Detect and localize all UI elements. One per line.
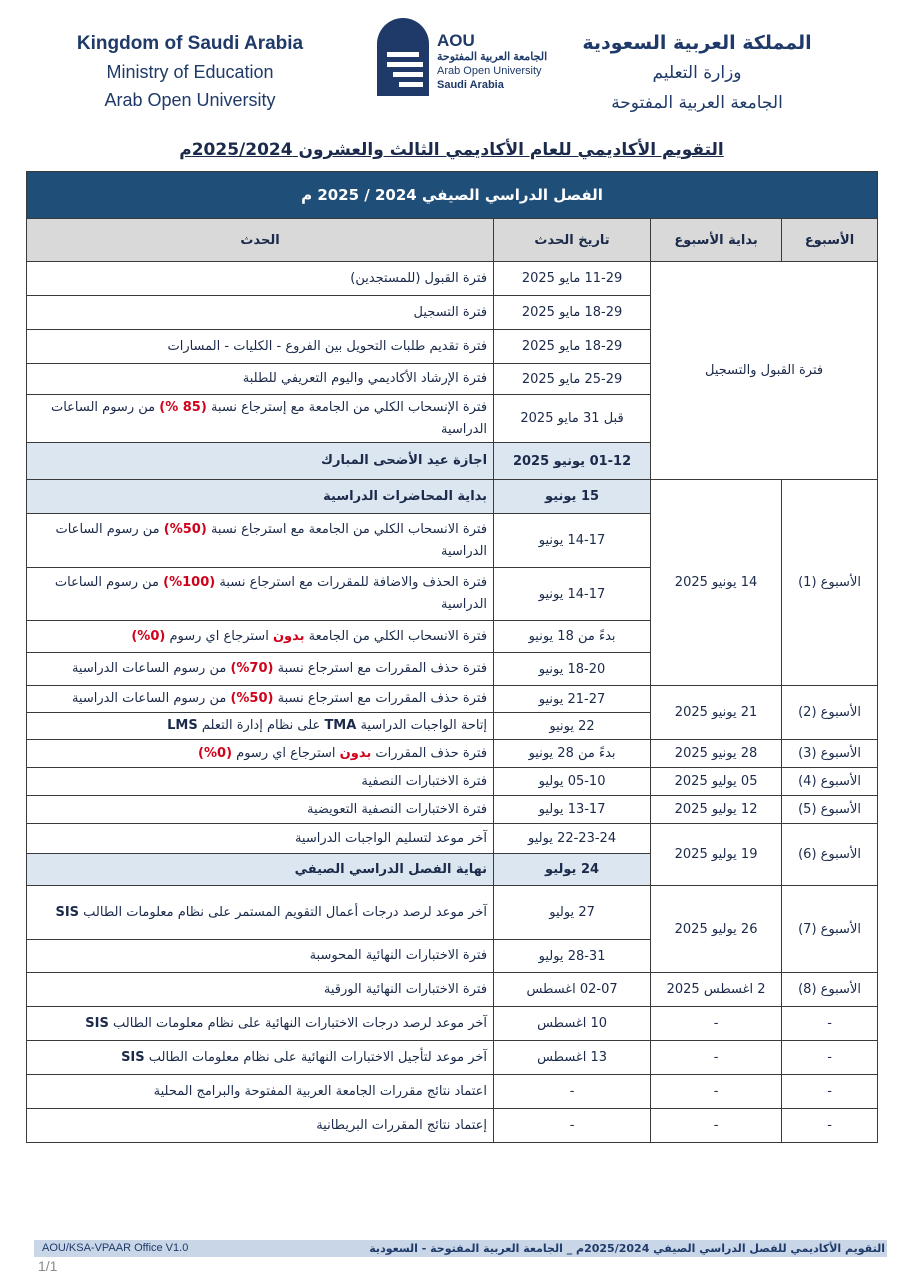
header-ar-line2: وزارة التعليم	[652, 63, 742, 83]
week-label: -	[782, 1075, 878, 1109]
event-date: قبل 31 مايو 2025	[494, 395, 651, 443]
event-text: فترة حذف المقررات مع استرجاع نسبة (70%) من رسوم الساعات الدراسية	[27, 653, 494, 686]
footer-right: التقويم الأكاديمي للفصل الدراسي الصيفي 2025/2024م _ الجامعة العربية المفتوحة - السعودية	[369, 1242, 885, 1255]
aou-logo-mark-icon	[377, 18, 429, 96]
week-start: -	[651, 1075, 782, 1109]
week-label: الأسبوع (5)	[782, 796, 878, 824]
event-text: فترة الاختبارات النصفية التعويضية	[27, 796, 494, 824]
table-row	[27, 824, 878, 854]
week-label: الأسبوع (3)	[782, 740, 878, 768]
week-start: 26 يوليو 2025	[651, 886, 782, 973]
week-label: الأسبوع (1)	[782, 480, 878, 686]
header-ar-line3: الجامعة العربية المفتوحة	[611, 93, 783, 113]
admission-period-cell: فترة القبول والتسجيل	[651, 262, 878, 480]
event-date: -	[494, 1109, 651, 1143]
event-text: اجازة عيد الأضحى المبارك	[27, 443, 494, 480]
week-start: -	[651, 1109, 782, 1143]
page-number: 1/1	[38, 1258, 58, 1274]
event-date: 25-29 مايو 2025	[494, 364, 651, 395]
table-row	[27, 740, 878, 768]
week-label: -	[782, 1109, 878, 1143]
event-text: آخر موعد لرصد درجات الاختبارات النهائية على نظام معلومات الطالب SIS	[27, 1007, 494, 1041]
week-label: -	[782, 1007, 878, 1041]
event-text: آخر موعد لتأجيل الاختبارات النهائية على نظام معلومات الطالب SIS	[27, 1041, 494, 1075]
event-date: 15 يونيو	[494, 480, 651, 514]
event-date: 02-07 اغسطس	[494, 973, 651, 1007]
table-row	[27, 1041, 878, 1075]
event-text: آخر موعد لرصد درجات أعمال التقويم المستمر على نظام معلومات الطالب SIS	[27, 886, 494, 940]
footer-bar	[34, 1240, 887, 1257]
week-start: 12 يوليو 2025	[651, 796, 782, 824]
event-text: آخر موعد لتسليم الواجبات الدراسية	[27, 824, 494, 854]
event-text: فترة الحذف والاضافة للمقررات مع استرجاع نسبة (100%) من رسوم الساعات الدراسية	[27, 568, 494, 621]
event-date: 18-20 يونيو	[494, 653, 651, 686]
event-date: 13-17 يوليو	[494, 796, 651, 824]
logo-english: Arab Open University	[437, 65, 542, 77]
event-text: فترة حذف المقررات بدون استرجاع اي رسوم (0%)	[27, 740, 494, 768]
event-date: 28-31 يوليو	[494, 940, 651, 973]
event-text: إعتماد نتائج المقررات البريطانية	[27, 1109, 494, 1143]
table-row	[27, 973, 878, 1007]
event-text: فترة الإرشاد الأكاديمي واليوم التعريفي للطلبة	[27, 364, 494, 395]
table-row	[27, 1109, 878, 1143]
header-event: الحدث	[27, 219, 494, 262]
event-date: 24 يوليو	[494, 854, 651, 886]
event-date: 22 يونيو	[494, 713, 651, 740]
event-date: 14-17 يونيو	[494, 514, 651, 568]
week-label: الأسبوع (8)	[782, 973, 878, 1007]
event-text: فترة الانسحاب الكلي من الجامعة بدون استرجاع اي رسوم (0%)	[27, 621, 494, 653]
event-text: فترة الاختبارات النهائية الورقية	[27, 973, 494, 1007]
event-date: بدءً من 18 يونيو	[494, 621, 651, 653]
event-date: 27 يوليو	[494, 886, 651, 940]
event-date: بدءً من 28 يونيو	[494, 740, 651, 768]
event-date: -	[494, 1075, 651, 1109]
event-text: فترة الاختبارات النهائية المحوسبة	[27, 940, 494, 973]
table-row	[27, 262, 878, 296]
week-label: -	[782, 1041, 878, 1075]
header-week-start: بداية الأسبوع	[651, 219, 782, 262]
week-label: الأسبوع (7)	[782, 886, 878, 973]
semester-banner: الفصل الدراسي الصيفي 2024 / 2025 م	[27, 172, 878, 219]
week-label: الأسبوع (4)	[782, 768, 878, 796]
event-date: 05-10 يوليو	[494, 768, 651, 796]
week-label: الأسبوع (2)	[782, 686, 878, 740]
event-text: إتاحة الواجبات الدراسية TMA على نظام إدارة التعلم LMS	[27, 713, 494, 740]
table-row	[27, 1007, 878, 1041]
event-text: بداية المحاضرات الدراسية	[27, 480, 494, 514]
event-text: فترة الإنسحاب الكلي من الجامعة مع إسترجاع نسبة (85 %) من رسوم الساعات الدراسية	[27, 395, 494, 443]
event-text: فترة حذف المقررات مع استرجاع نسبة (50%) من رسوم الساعات الدراسية	[27, 686, 494, 713]
event-text: فترة التسجيل	[27, 296, 494, 330]
table-row	[27, 768, 878, 796]
header-en-line3: Arab Open University	[104, 90, 276, 110]
logo-arabic: الجامعة العربية المفتوحة	[437, 51, 548, 63]
event-date: 22-23-24 يوليو	[494, 824, 651, 854]
event-text: اعتماد نتائج مقررات الجامعة العربية المفتوحة والبرامج المحلية	[27, 1075, 494, 1109]
aou-logo	[377, 18, 577, 100]
event-date: 13 اغسطس	[494, 1041, 651, 1075]
logo-abbr: AOU	[437, 31, 475, 50]
week-start: 21 يونيو 2025	[651, 686, 782, 740]
week-start: 19 يوليو 2025	[651, 824, 782, 886]
header-english	[40, 30, 340, 114]
footer-left: AOU/KSA-VPAAR Office V1.0	[42, 1242, 189, 1254]
event-text: فترة الاختبارات النصفية	[27, 768, 494, 796]
logo-region: Saudi Arabia	[437, 79, 504, 91]
week-label: الأسبوع (6)	[782, 824, 878, 886]
table-row-highlight	[27, 480, 878, 514]
academic-calendar-table	[26, 171, 878, 1143]
week-start: 28 يونيو 2025	[651, 740, 782, 768]
event-text: نهاية الفصل الدراسي الصيفي	[27, 854, 494, 886]
event-date: 18-29 مايو 2025	[494, 330, 651, 364]
table-row	[27, 886, 878, 940]
week-start: -	[651, 1041, 782, 1075]
table-row	[27, 686, 878, 713]
header-ar-line1: المملكة العربية السعودية	[582, 32, 812, 54]
event-date: 10 اغسطس	[494, 1007, 651, 1041]
page-title: التقويم الأكاديمي للعام الأكاديمي الثالث والعشرون 2025/2024م	[179, 140, 724, 160]
header-event-date: تاريخ الحدث	[494, 219, 651, 262]
event-date: 21-27 يونيو	[494, 686, 651, 713]
table-row	[27, 796, 878, 824]
week-start: 2 اغسطس 2025	[651, 973, 782, 1007]
header-en-line2: Ministry of Education	[106, 62, 274, 82]
header-arabic	[567, 28, 827, 118]
event-date: 14-17 يونيو	[494, 568, 651, 621]
event-date: 18-29 مايو 2025	[494, 296, 651, 330]
header-en-line1: Kingdom of Saudi Arabia	[76, 33, 304, 54]
week-start: -	[651, 1007, 782, 1041]
event-text: فترة القبول (للمستجدين)	[27, 262, 494, 296]
event-text: فترة تقديم طلبات التحويل بين الفروع - الكليات - المسارات	[27, 330, 494, 364]
table-row	[27, 1075, 878, 1109]
week-start: 05 يوليو 2025	[651, 768, 782, 796]
event-date: 11-29 مايو 2025	[494, 262, 651, 296]
event-date: 01-12 يونيو 2025	[494, 443, 651, 480]
event-text: فترة الانسحاب الكلي من الجامعة مع استرجاع نسبة (50%) من رسوم الساعات الدراسية	[27, 514, 494, 568]
header-week: الأسبوع	[782, 219, 878, 262]
week-start: 14 يونيو 2025	[651, 480, 782, 686]
